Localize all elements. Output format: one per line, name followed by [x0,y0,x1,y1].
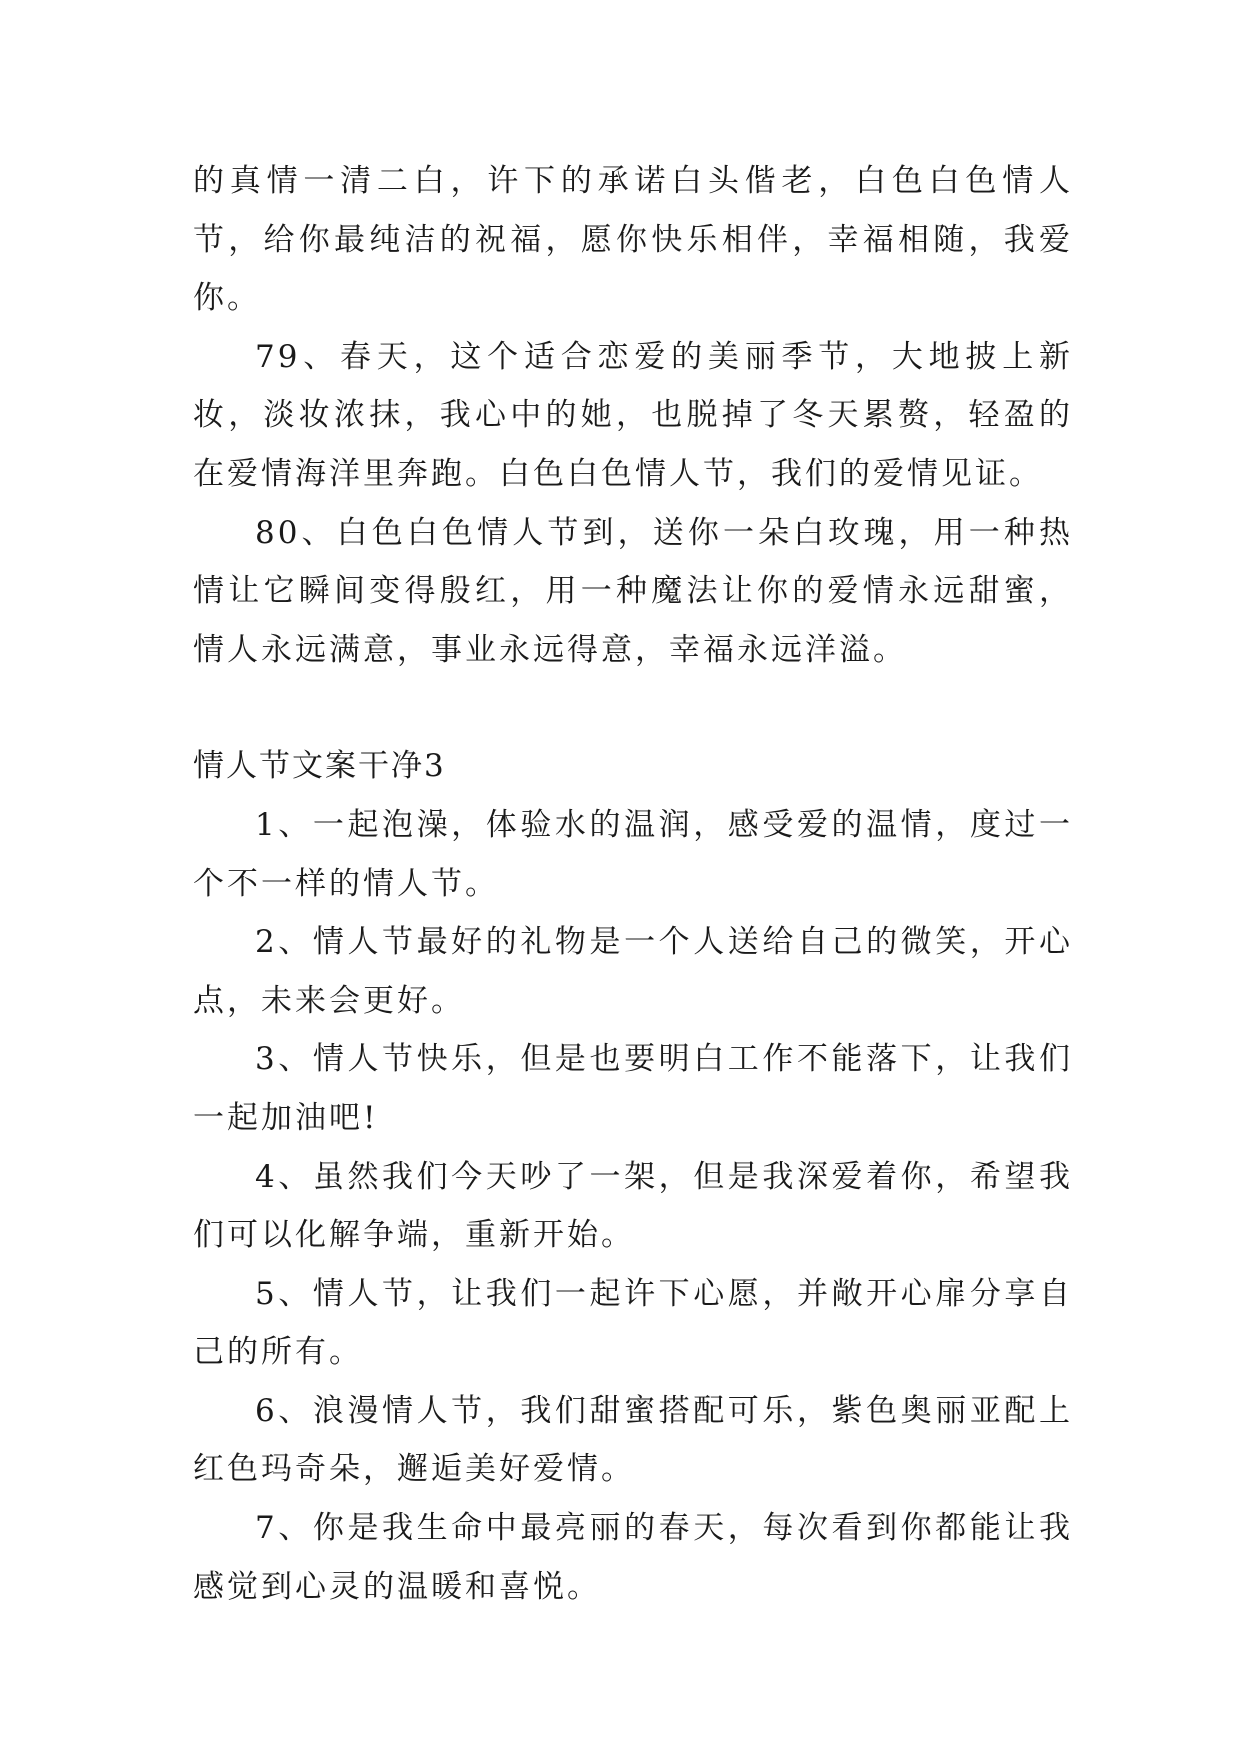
section-heading: 情人节文案干净3 [193,748,446,785]
paragraph-continuation: 的真情一清二白，许下的承诺白头偕老，白色白色情人节，给你最纯洁的祝福，愿你快乐相伴，幸福相随，我爱你。 [193,163,1073,317]
list-item: 6、浪漫情人节，我们甜蜜搭配可乐，紫色奥丽亚配上红色玛奇朵，邂逅美好爱情。 [193,1392,1073,1488]
list-item: 1、一起泡澡，体验水的温润，感受爱的温情，度过一个不一样的情人节。 [193,806,1073,902]
list-item: 2、情人节最好的礼物是一个人送给自己的微笑，开心点，未来会更好。 [193,924,1073,1019]
list-item: 7、你是我生命中最亮丽的春天，每次看到你都能让我感觉到心灵的温暖和喜悦。 [193,1510,1073,1605]
list-item: 5、情人节，让我们一起许下心愿，并敞开心扉分享自己的所有。 [193,1275,1073,1371]
list-item: 4、虽然我们今天吵了一架，但是我深爱着你，希望我们可以化解争端，重新开始。 [193,1158,1073,1254]
document-page [193,152,1073,1616]
paragraph-item-80: 80、白色白色情人节到，送你一朵白玫瑰，用一种热情让它瞬间变得殷红，用一种魔法让你的爱情永远甜蜜，情人永远满意，事业永远得意，幸福永远洋溢。 [193,514,1073,668]
paragraph-item-79: 79、春天，这个适合恋爱的美丽季节，大地披上新妆，淡妆浓抹，我心中的她，也脱掉了冬天累赘，轻盈的在爱情海洋里奔跑。白色白色情人节，我们的爱情见证。 [193,338,1073,492]
list-item: 3、情人节快乐，但是也要明白工作不能落下，让我们一起加油吧! [193,1041,1073,1136]
